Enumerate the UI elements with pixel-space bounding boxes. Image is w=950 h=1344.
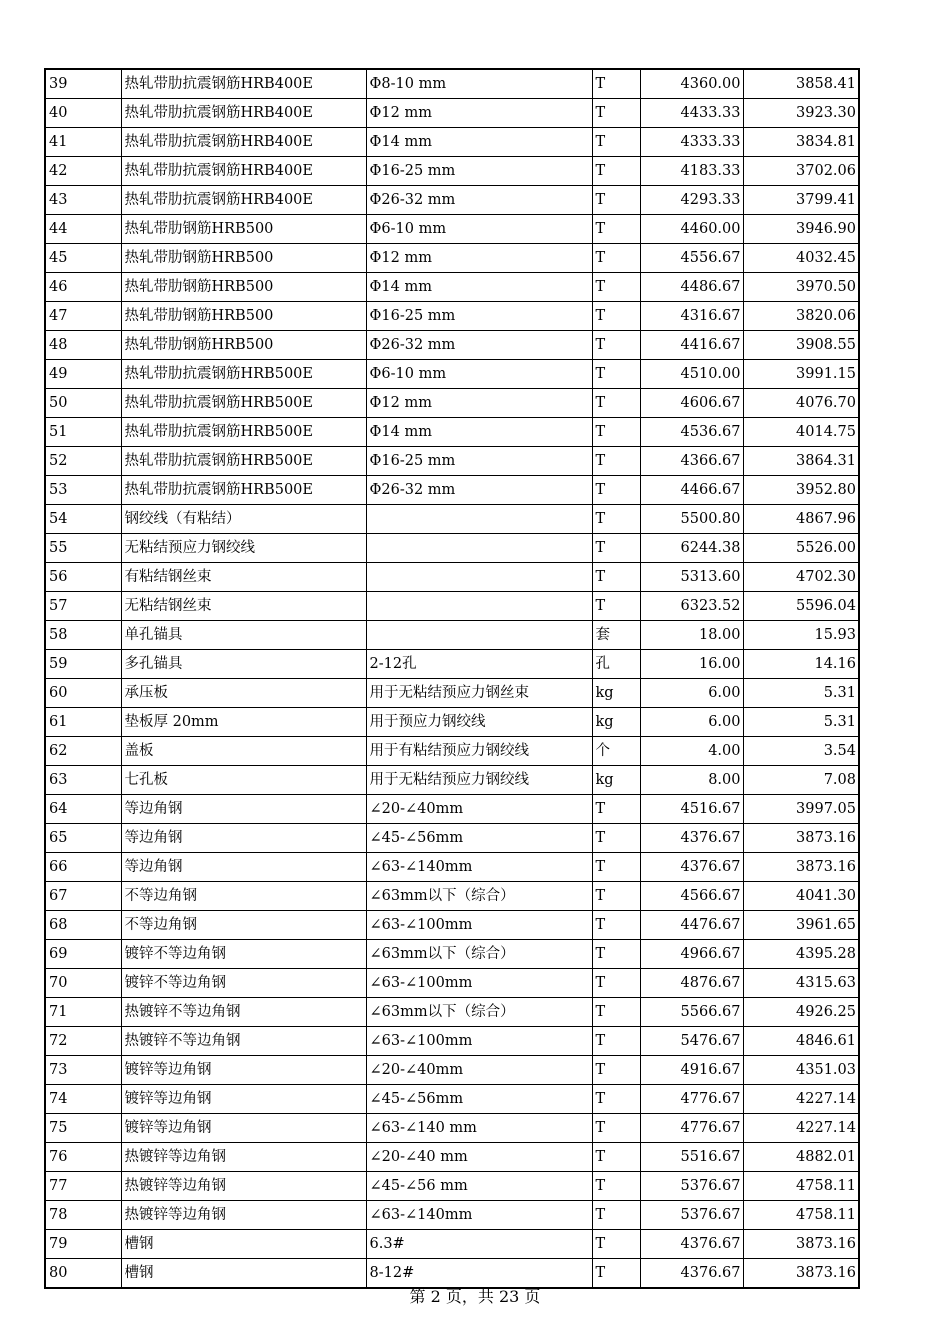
material-name-cell: 热轧带肋抗震钢筋HRB500E — [121, 360, 366, 389]
tax-excluded-price-cell: 3799.41 — [743, 186, 859, 215]
row-number-cell: 66 — [45, 853, 121, 882]
specification-cell: ∠45-∠56mm — [366, 824, 592, 853]
tax-included-price-cell: 6244.38 — [640, 534, 743, 563]
row-number-cell: 78 — [45, 1201, 121, 1230]
tax-included-price-cell: 4486.67 — [640, 273, 743, 302]
specification-cell — [366, 534, 592, 563]
unit-cell: T — [592, 563, 640, 592]
tax-excluded-price-cell: 4227.14 — [743, 1114, 859, 1143]
material-name-cell: 热镀锌不等边角钢 — [121, 1027, 366, 1056]
unit-cell: T — [592, 418, 640, 447]
table-row — [45, 1172, 859, 1201]
unit-cell: 孔 — [592, 650, 640, 679]
specification-cell: Φ16-25 mm — [366, 447, 592, 476]
material-name-cell: 热轧带肋钢筋HRB500 — [121, 244, 366, 273]
unit-cell: kg — [592, 708, 640, 737]
material-name-cell: 有粘结钢丝束 — [121, 563, 366, 592]
page-footer: 第 2 页，共 23 页 — [409, 1287, 541, 1306]
table-row — [45, 737, 859, 766]
tax-excluded-price-cell: 3970.50 — [743, 273, 859, 302]
tax-excluded-price-cell: 3923.30 — [743, 99, 859, 128]
table-row — [45, 824, 859, 853]
table-row — [45, 1230, 859, 1259]
tax-excluded-price-cell: 4315.63 — [743, 969, 859, 998]
material-name-cell: 单孔锚具 — [121, 621, 366, 650]
row-number-cell: 65 — [45, 824, 121, 853]
tax-excluded-price-cell: 4702.30 — [743, 563, 859, 592]
tax-excluded-price-cell: 4882.01 — [743, 1143, 859, 1172]
tax-included-price-cell: 16.00 — [640, 650, 743, 679]
table-row — [45, 389, 859, 418]
unit-cell: T — [592, 331, 640, 360]
row-number-cell: 50 — [45, 389, 121, 418]
unit-cell: kg — [592, 679, 640, 708]
tax-included-price-cell: 4360.00 — [640, 69, 743, 99]
row-number-cell: 68 — [45, 911, 121, 940]
specification-cell — [366, 563, 592, 592]
row-number-cell: 43 — [45, 186, 121, 215]
tax-included-price-cell: 6.00 — [640, 679, 743, 708]
tax-excluded-price-cell: 3873.16 — [743, 853, 859, 882]
row-number-cell: 39 — [45, 69, 121, 99]
tax-included-price-cell: 4556.67 — [640, 244, 743, 273]
tax-included-price-cell: 5376.67 — [640, 1201, 743, 1230]
tax-included-price-cell: 4293.33 — [640, 186, 743, 215]
tax-included-price-cell: 5516.67 — [640, 1143, 743, 1172]
material-name-cell: 热轧带肋抗震钢筋HRB400E — [121, 69, 366, 99]
tax-excluded-price-cell: 3.54 — [743, 737, 859, 766]
tax-included-price-cell: 4566.67 — [640, 882, 743, 911]
unit-cell: T — [592, 1259, 640, 1289]
material-name-cell: 镀锌等边角钢 — [121, 1056, 366, 1085]
tax-excluded-price-cell: 3864.31 — [743, 447, 859, 476]
unit-cell: T — [592, 795, 640, 824]
specification-cell: ∠20-∠40mm — [366, 795, 592, 824]
table-row — [45, 1056, 859, 1085]
tax-included-price-cell: 4366.67 — [640, 447, 743, 476]
material-name-cell: 热轧带肋抗震钢筋HRB400E — [121, 186, 366, 215]
row-number-cell: 79 — [45, 1230, 121, 1259]
tax-included-price-cell: 5566.67 — [640, 998, 743, 1027]
unit-cell: T — [592, 505, 640, 534]
tax-excluded-price-cell: 3952.80 — [743, 476, 859, 505]
specification-cell: ∠20-∠40 mm — [366, 1143, 592, 1172]
material-name-cell: 镀锌等边角钢 — [121, 1114, 366, 1143]
table-row — [45, 882, 859, 911]
table-row — [45, 128, 859, 157]
tax-excluded-price-cell: 3702.06 — [743, 157, 859, 186]
unit-cell: T — [592, 1201, 640, 1230]
tax-included-price-cell: 4183.33 — [640, 157, 743, 186]
unit-cell: T — [592, 1027, 640, 1056]
row-number-cell: 42 — [45, 157, 121, 186]
row-number-cell: 63 — [45, 766, 121, 795]
specification-cell: Φ14 mm — [366, 273, 592, 302]
tax-included-price-cell: 4606.67 — [640, 389, 743, 418]
table-row — [45, 998, 859, 1027]
tax-excluded-price-cell: 4758.11 — [743, 1201, 859, 1230]
tax-included-price-cell: 4476.67 — [640, 911, 743, 940]
material-name-cell: 热镀锌等边角钢 — [121, 1172, 366, 1201]
tax-included-price-cell: 4776.67 — [640, 1114, 743, 1143]
specification-cell: Φ6-10 mm — [366, 215, 592, 244]
specification-cell: Φ12 mm — [366, 389, 592, 418]
material-name-cell: 盖板 — [121, 737, 366, 766]
tax-excluded-price-cell: 4041.30 — [743, 882, 859, 911]
unit-cell: T — [592, 534, 640, 563]
material-name-cell: 热轧带肋抗震钢筋HRB400E — [121, 157, 366, 186]
tax-excluded-price-cell: 3997.05 — [743, 795, 859, 824]
row-number-cell: 44 — [45, 215, 121, 244]
row-number-cell: 74 — [45, 1085, 121, 1114]
row-number-cell: 49 — [45, 360, 121, 389]
specification-cell — [366, 505, 592, 534]
specification-cell: ∠63-∠100mm — [366, 1027, 592, 1056]
tax-included-price-cell: 4376.67 — [640, 853, 743, 882]
material-name-cell: 槽钢 — [121, 1230, 366, 1259]
row-number-cell: 64 — [45, 795, 121, 824]
tax-excluded-price-cell: 4032.45 — [743, 244, 859, 273]
tax-included-price-cell: 4510.00 — [640, 360, 743, 389]
material-name-cell: 不等边角钢 — [121, 911, 366, 940]
tax-excluded-price-cell: 3961.65 — [743, 911, 859, 940]
table-row — [45, 69, 859, 99]
table-row — [45, 244, 859, 273]
specification-cell: Φ6-10 mm — [366, 360, 592, 389]
price-table-body — [45, 69, 859, 1288]
tax-included-price-cell: 4433.33 — [640, 99, 743, 128]
material-name-cell: 热轧带肋钢筋HRB500 — [121, 331, 366, 360]
table-row — [45, 650, 859, 679]
tax-excluded-price-cell: 4076.70 — [743, 389, 859, 418]
tax-included-price-cell: 4460.00 — [640, 215, 743, 244]
table-row — [45, 679, 859, 708]
row-number-cell: 55 — [45, 534, 121, 563]
tax-excluded-price-cell: 4351.03 — [743, 1056, 859, 1085]
row-number-cell: 61 — [45, 708, 121, 737]
unit-cell: 个 — [592, 737, 640, 766]
material-name-cell: 镀锌不等边角钢 — [121, 940, 366, 969]
unit-cell: T — [592, 99, 640, 128]
tax-included-price-cell: 5313.60 — [640, 563, 743, 592]
tax-included-price-cell: 4333.33 — [640, 128, 743, 157]
tax-excluded-price-cell: 3873.16 — [743, 824, 859, 853]
specification-cell: ∠63mm以下（综合） — [366, 998, 592, 1027]
tax-included-price-cell: 4376.67 — [640, 824, 743, 853]
specification-cell: ∠63-∠100mm — [366, 911, 592, 940]
row-number-cell: 60 — [45, 679, 121, 708]
row-number-cell: 40 — [45, 99, 121, 128]
tax-excluded-price-cell: 3873.16 — [743, 1230, 859, 1259]
tax-included-price-cell: 4416.67 — [640, 331, 743, 360]
tax-excluded-price-cell: 5.31 — [743, 679, 859, 708]
table-row — [45, 360, 859, 389]
unit-cell: T — [592, 447, 640, 476]
tax-excluded-price-cell: 3873.16 — [743, 1259, 859, 1289]
specification-cell: 用于有粘结预应力钢绞线 — [366, 737, 592, 766]
table-row — [45, 99, 859, 128]
material-name-cell: 不等边角钢 — [121, 882, 366, 911]
table-row — [45, 969, 859, 998]
table-row — [45, 563, 859, 592]
tax-included-price-cell: 6.00 — [640, 708, 743, 737]
row-number-cell: 53 — [45, 476, 121, 505]
tax-included-price-cell: 4516.67 — [640, 795, 743, 824]
table-row — [45, 215, 859, 244]
table-row — [45, 766, 859, 795]
material-name-cell: 热镀锌等边角钢 — [121, 1201, 366, 1230]
tax-included-price-cell: 4466.67 — [640, 476, 743, 505]
specification-cell: ∠63mm以下（综合） — [366, 940, 592, 969]
unit-cell: T — [592, 969, 640, 998]
specification-cell: Φ16-25 mm — [366, 302, 592, 331]
material-name-cell: 等边角钢 — [121, 853, 366, 882]
table-row — [45, 186, 859, 215]
tax-excluded-price-cell: 14.16 — [743, 650, 859, 679]
unit-cell: T — [592, 1056, 640, 1085]
material-name-cell: 镀锌等边角钢 — [121, 1085, 366, 1114]
tax-included-price-cell: 18.00 — [640, 621, 743, 650]
row-number-cell: 73 — [45, 1056, 121, 1085]
tax-excluded-price-cell: 5526.00 — [743, 534, 859, 563]
material-name-cell: 热镀锌不等边角钢 — [121, 998, 366, 1027]
unit-cell: T — [592, 853, 640, 882]
tax-excluded-price-cell: 3991.15 — [743, 360, 859, 389]
table-row — [45, 795, 859, 824]
tax-excluded-price-cell: 3820.06 — [743, 302, 859, 331]
specification-cell: ∠20-∠40mm — [366, 1056, 592, 1085]
unit-cell: T — [592, 360, 640, 389]
unit-cell: T — [592, 1143, 640, 1172]
specification-cell: Φ26-32 mm — [366, 186, 592, 215]
specification-cell: ∠63mm以下（综合） — [366, 882, 592, 911]
material-name-cell: 热镀锌等边角钢 — [121, 1143, 366, 1172]
specification-cell: 用于预应力钢绞线 — [366, 708, 592, 737]
table-row — [45, 505, 859, 534]
specification-cell: Φ12 mm — [366, 244, 592, 273]
material-name-cell: 钢绞线（有粘结） — [121, 505, 366, 534]
table-row — [45, 708, 859, 737]
table-row — [45, 621, 859, 650]
table-row — [45, 940, 859, 969]
tax-excluded-price-cell: 5.31 — [743, 708, 859, 737]
material-name-cell: 热轧带肋钢筋HRB500 — [121, 302, 366, 331]
tax-included-price-cell: 4966.67 — [640, 940, 743, 969]
material-name-cell: 镀锌不等边角钢 — [121, 969, 366, 998]
tax-excluded-price-cell: 3834.81 — [743, 128, 859, 157]
tax-excluded-price-cell: 3908.55 — [743, 331, 859, 360]
specification-cell: Φ14 mm — [366, 128, 592, 157]
row-number-cell: 72 — [45, 1027, 121, 1056]
tax-excluded-price-cell: 4926.25 — [743, 998, 859, 1027]
material-name-cell: 热轧带肋抗震钢筋HRB400E — [121, 128, 366, 157]
specification-cell: Φ8-10 mm — [366, 69, 592, 99]
tax-included-price-cell: 4.00 — [640, 737, 743, 766]
tax-included-price-cell: 4376.67 — [640, 1259, 743, 1289]
row-number-cell: 69 — [45, 940, 121, 969]
material-name-cell: 热轧带肋抗震钢筋HRB500E — [121, 389, 366, 418]
table-row — [45, 1027, 859, 1056]
specification-cell: ∠45-∠56 mm — [366, 1172, 592, 1201]
specification-cell: Φ16-25 mm — [366, 157, 592, 186]
table-row — [45, 476, 859, 505]
specification-cell: 2-12孔 — [366, 650, 592, 679]
material-name-cell: 热轧带肋抗震钢筋HRB500E — [121, 447, 366, 476]
unit-cell: T — [592, 940, 640, 969]
tax-excluded-price-cell: 15.93 — [743, 621, 859, 650]
table-row — [45, 853, 859, 882]
tax-included-price-cell: 5476.67 — [640, 1027, 743, 1056]
material-name-cell: 无粘结钢丝束 — [121, 592, 366, 621]
specification-cell — [366, 621, 592, 650]
specification-cell: ∠63-∠140mm — [366, 853, 592, 882]
tax-included-price-cell: 6323.52 — [640, 592, 743, 621]
specification-cell: Φ26-32 mm — [366, 476, 592, 505]
unit-cell: T — [592, 215, 640, 244]
row-number-cell: 48 — [45, 331, 121, 360]
row-number-cell: 45 — [45, 244, 121, 273]
table-row — [45, 592, 859, 621]
tax-excluded-price-cell: 4395.28 — [743, 940, 859, 969]
table-row — [45, 157, 859, 186]
table-row — [45, 1085, 859, 1114]
table-row — [45, 911, 859, 940]
table-row — [45, 534, 859, 563]
unit-cell: 套 — [592, 621, 640, 650]
material-name-cell: 多孔锚具 — [121, 650, 366, 679]
unit-cell: T — [592, 69, 640, 99]
material-name-cell: 无粘结预应力钢绞线 — [121, 534, 366, 563]
specification-cell — [366, 592, 592, 621]
tax-included-price-cell: 4916.67 — [640, 1056, 743, 1085]
material-name-cell: 槽钢 — [121, 1259, 366, 1289]
row-number-cell: 59 — [45, 650, 121, 679]
tax-included-price-cell: 5500.80 — [640, 505, 743, 534]
row-number-cell: 71 — [45, 998, 121, 1027]
specification-cell: ∠63-∠140 mm — [366, 1114, 592, 1143]
row-number-cell: 57 — [45, 592, 121, 621]
unit-cell: T — [592, 244, 640, 273]
unit-cell: T — [592, 157, 640, 186]
specification-cell: ∠45-∠56mm — [366, 1085, 592, 1114]
material-name-cell: 垫板厚 20mm — [121, 708, 366, 737]
material-name-cell: 承压板 — [121, 679, 366, 708]
material-name-cell: 热轧带肋钢筋HRB500 — [121, 273, 366, 302]
tax-excluded-price-cell: 4014.75 — [743, 418, 859, 447]
tax-included-price-cell: 4316.67 — [640, 302, 743, 331]
price-table — [44, 68, 860, 1289]
row-number-cell: 46 — [45, 273, 121, 302]
tax-included-price-cell: 4876.67 — [640, 969, 743, 998]
row-number-cell: 62 — [45, 737, 121, 766]
specification-cell: ∠63-∠140mm — [366, 1201, 592, 1230]
specification-cell: 用于无粘结预应力钢丝束 — [366, 679, 592, 708]
material-name-cell: 热轧带肋钢筋HRB500 — [121, 215, 366, 244]
table-row — [45, 418, 859, 447]
table-row — [45, 447, 859, 476]
tax-included-price-cell: 4776.67 — [640, 1085, 743, 1114]
row-number-cell: 56 — [45, 563, 121, 592]
tax-included-price-cell: 4536.67 — [640, 418, 743, 447]
tax-excluded-price-cell: 5596.04 — [743, 592, 859, 621]
row-number-cell: 77 — [45, 1172, 121, 1201]
unit-cell: kg — [592, 766, 640, 795]
row-number-cell: 51 — [45, 418, 121, 447]
unit-cell: T — [592, 592, 640, 621]
tax-excluded-price-cell: 4846.61 — [743, 1027, 859, 1056]
row-number-cell: 47 — [45, 302, 121, 331]
material-name-cell: 热轧带肋抗震钢筋HRB500E — [121, 418, 366, 447]
unit-cell: T — [592, 1114, 640, 1143]
specification-cell: 用于无粘结预应力钢绞线 — [366, 766, 592, 795]
specification-cell: 6.3# — [366, 1230, 592, 1259]
specification-cell: 8-12# — [366, 1259, 592, 1289]
row-number-cell: 75 — [45, 1114, 121, 1143]
row-number-cell: 76 — [45, 1143, 121, 1172]
unit-cell: T — [592, 186, 640, 215]
row-number-cell: 54 — [45, 505, 121, 534]
tax-included-price-cell: 8.00 — [640, 766, 743, 795]
row-number-cell: 41 — [45, 128, 121, 157]
tax-excluded-price-cell: 4867.96 — [743, 505, 859, 534]
unit-cell: T — [592, 882, 640, 911]
unit-cell: T — [592, 824, 640, 853]
unit-cell: T — [592, 389, 640, 418]
table-row — [45, 302, 859, 331]
table-row — [45, 273, 859, 302]
unit-cell: T — [592, 128, 640, 157]
table-row — [45, 1114, 859, 1143]
tax-excluded-price-cell: 3858.41 — [743, 69, 859, 99]
material-name-cell: 等边角钢 — [121, 824, 366, 853]
unit-cell: T — [592, 1230, 640, 1259]
specification-cell: Φ12 mm — [366, 99, 592, 128]
tax-included-price-cell: 4376.67 — [640, 1230, 743, 1259]
material-name-cell: 等边角钢 — [121, 795, 366, 824]
specification-cell: Φ14 mm — [366, 418, 592, 447]
material-name-cell: 七孔板 — [121, 766, 366, 795]
unit-cell: T — [592, 911, 640, 940]
unit-cell: T — [592, 476, 640, 505]
row-number-cell: 70 — [45, 969, 121, 998]
tax-excluded-price-cell: 4227.14 — [743, 1085, 859, 1114]
tax-excluded-price-cell: 3946.90 — [743, 215, 859, 244]
specification-cell: ∠63-∠100mm — [366, 969, 592, 998]
table-row — [45, 331, 859, 360]
unit-cell: T — [592, 1172, 640, 1201]
tax-included-price-cell: 5376.67 — [640, 1172, 743, 1201]
row-number-cell: 58 — [45, 621, 121, 650]
row-number-cell: 52 — [45, 447, 121, 476]
specification-cell: Φ26-32 mm — [366, 331, 592, 360]
tax-excluded-price-cell: 4758.11 — [743, 1172, 859, 1201]
unit-cell: T — [592, 1085, 640, 1114]
material-name-cell: 热轧带肋抗震钢筋HRB400E — [121, 99, 366, 128]
unit-cell: T — [592, 998, 640, 1027]
row-number-cell: 80 — [45, 1259, 121, 1289]
unit-cell: T — [592, 302, 640, 331]
table-row — [45, 1201, 859, 1230]
row-number-cell: 67 — [45, 882, 121, 911]
material-name-cell: 热轧带肋抗震钢筋HRB500E — [121, 476, 366, 505]
table-row — [45, 1143, 859, 1172]
tax-excluded-price-cell: 7.08 — [743, 766, 859, 795]
unit-cell: T — [592, 273, 640, 302]
